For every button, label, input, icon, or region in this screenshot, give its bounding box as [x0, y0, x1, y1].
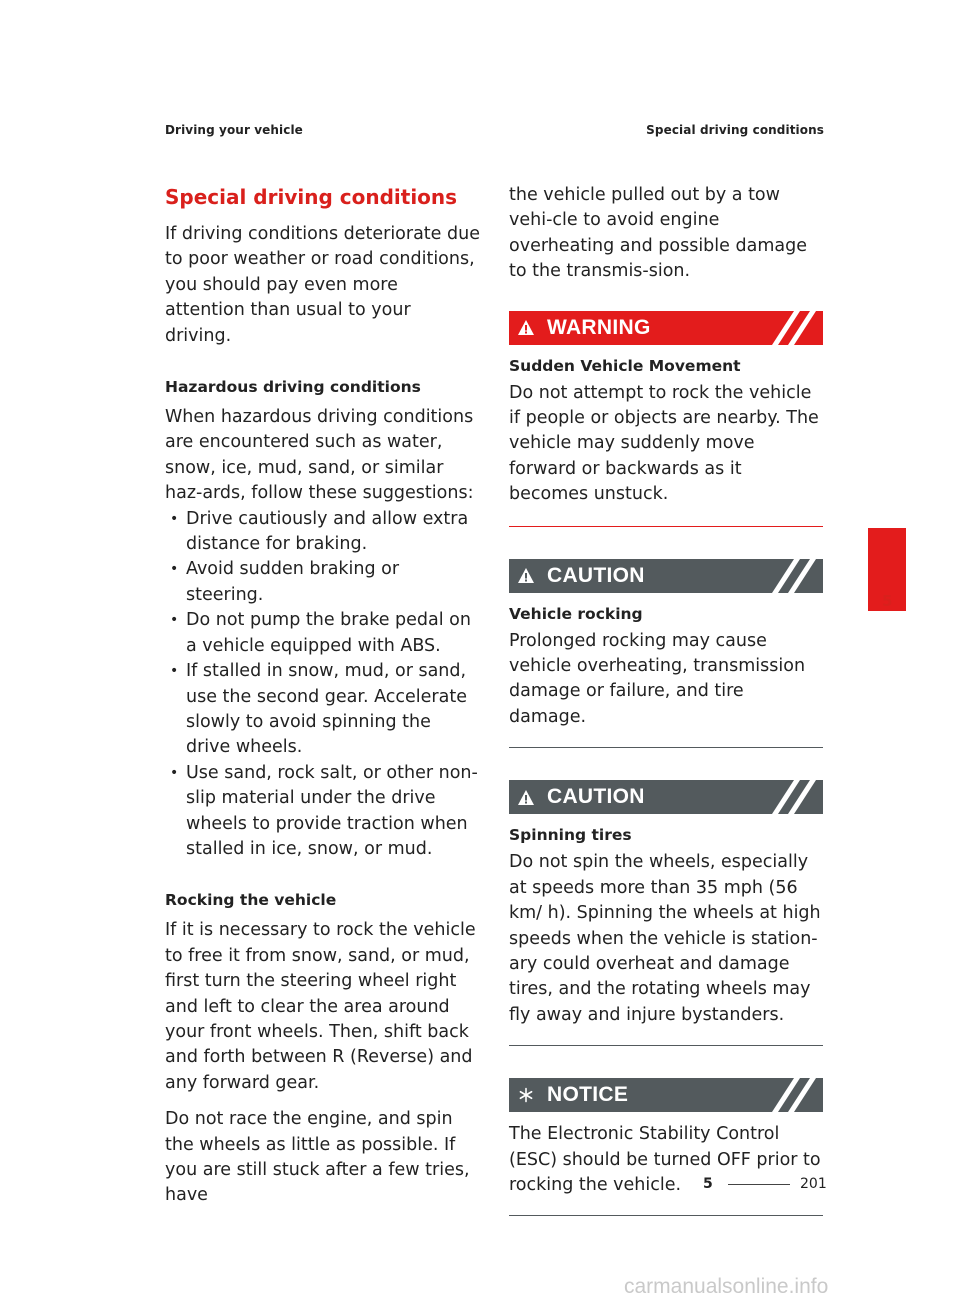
caution-title: Spinning tires: [509, 826, 632, 845]
suggestion-list: [165, 507, 480, 863]
section-title: Special driving conditions: [165, 185, 458, 209]
banner-stripes: [763, 559, 823, 593]
watermark: carmanualsonline.info: [624, 1275, 829, 1298]
left-column: [165, 183, 480, 1209]
notice-banner: [509, 1078, 823, 1112]
rocking-paragraph-1: If it is necessary to rock the vehicle to free it from snow, sand, or mud, first turn the steering wheel right and left to clear the area around your front wheels. Then, shift back and forth between R (Reverse) and any forward gear.: [165, 920, 476, 1093]
warning-triangle-icon: [517, 788, 535, 806]
right-column: [509, 183, 823, 1216]
notice-divider: [509, 1215, 823, 1216]
caution-divider: [509, 1045, 823, 1046]
banner-stripes: [763, 1078, 823, 1112]
caution-title: Vehicle rocking: [509, 604, 643, 623]
warning-box: [509, 311, 823, 527]
warning-banner: [509, 311, 823, 345]
running-header-right: Special driving conditions: [646, 123, 824, 137]
list-item: • Drive cautiously and allow extra distance for braking.: [165, 507, 480, 558]
footer-divider: [728, 1184, 790, 1185]
hazard-paragraph: When hazardous driving conditions are encountered such as water, snow, ice, mud, sand, or similar haz-ards, follow these suggestions:: [165, 407, 474, 504]
asterisk-icon: [517, 1086, 535, 1104]
banner-stripes: [763, 780, 823, 814]
warning-triangle-icon: [517, 319, 535, 337]
chapter-tab-number: 5: [882, 592, 893, 610]
list-item: • Do not pump the brake pedal on a vehicle equipped with ABS.: [165, 608, 480, 659]
caution-banner: [509, 559, 823, 593]
continuation-paragraph: the vehicle pulled out by a tow vehi-cle to avoid engine overheating and possible damage to the transmis-sion.: [509, 185, 807, 282]
intro-paragraph: If driving conditions deteriorate due to poor weather or road conditions, you should pay even more attention than usual to your driving.: [165, 224, 480, 346]
caution-label: CAUTION: [547, 563, 645, 587]
warning-divider: [509, 526, 823, 527]
running-header-left: Driving your vehicle: [165, 123, 303, 137]
hazard-heading: Hazardous driving conditions: [165, 378, 421, 397]
caution-label: CAUTION: [547, 785, 645, 809]
list-item: • Avoid sudden braking or steering.: [165, 557, 480, 608]
warning-label: WARNING: [547, 315, 651, 339]
list-item: • Use sand, rock salt, or other non-slip material under the drive wheels to provide traction when stalled in ice, snow, or mud.: [165, 761, 480, 863]
notice-text: The Electronic Stability Control (ESC) should be turned OFF prior to rocking the vehicle.: [509, 1124, 821, 1195]
rocking-paragraph-2: Do not race the engine, and spin the wheels as little as possible. If you are still stuck after a few tries, have: [165, 1109, 470, 1206]
page-number: 201: [800, 1176, 827, 1192]
warning-text: Do not attempt to rock the vehicle if people or objects are nearby. The vehicle may suddenly move forward or backwards as it becomes unstuck.: [509, 382, 819, 505]
rocking-heading: Rocking the vehicle: [165, 891, 337, 910]
warning-triangle-icon: [517, 567, 535, 585]
caution-divider: [509, 747, 823, 748]
list-item: • If stalled in snow, mud, or sand, use the second gear. Accelerate slowly to avoid spinning the drive wheels.: [165, 659, 480, 761]
caution-text: Prolonged rocking may cause vehicle overheating, transmission damage or failure, and tire damage.: [509, 630, 806, 727]
notice-label: NOTICE: [547, 1083, 629, 1107]
banner-stripes: [763, 311, 823, 345]
caution-banner: [509, 780, 823, 814]
caution-box-rocking: [509, 559, 823, 749]
warning-title: Sudden Vehicle Movement: [509, 356, 741, 375]
caution-box-spinning: [509, 780, 823, 1046]
footer-chapter-number: 5: [703, 1176, 713, 1192]
caution-text: Do not spin the wheels, especially at speeds more than 35 mph (56 km/ h). Spinning the wheels at high speeds when the vehicle is station-ary could overheat and damage tires, and the rotating wheels may fly away and injure bystanders.: [509, 852, 821, 1025]
notice-box: [509, 1078, 823, 1216]
